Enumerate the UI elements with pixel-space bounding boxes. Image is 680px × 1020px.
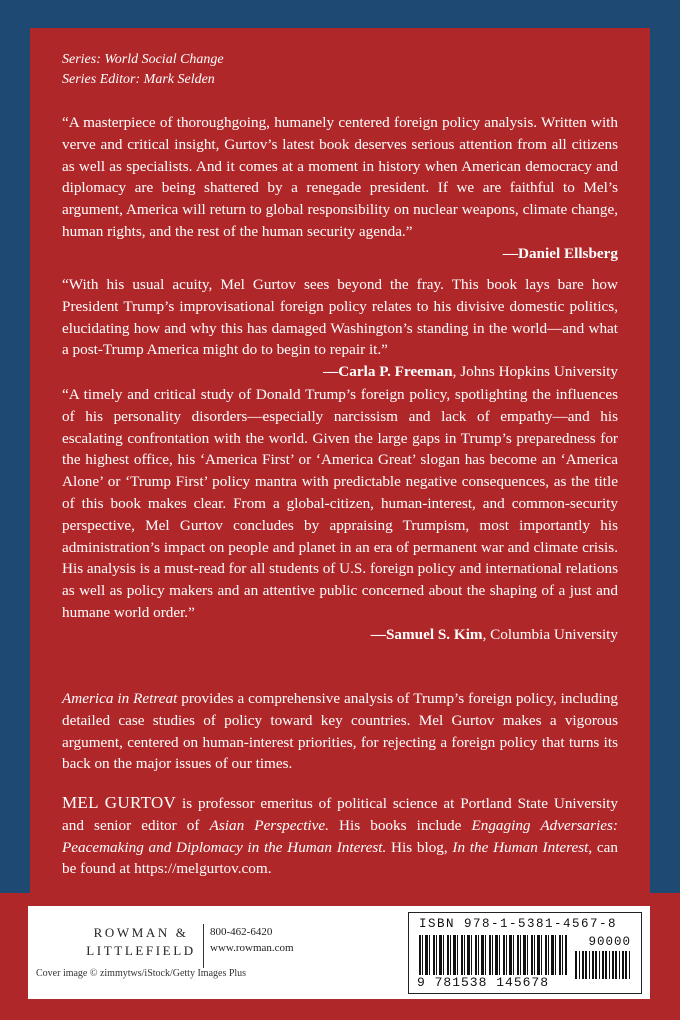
quote-author: —Daniel Ellsberg [502, 244, 618, 262]
author-name: MEL GURTOV [62, 793, 177, 812]
author-bio [62, 792, 618, 880]
quote-text: “A timely and critical study of Donald Trump’s foreign policy, spotlighting the influences of his personality disorders—especially narcissism and lack of empathy—and his escalating confrontation with the world. Given the large gaps in Trump’s preparedness for the highest office, his ‘America First’ or ‘America Great’ slogan has become an ‘America Alone’ or ‘Trump First’ policy mantra with predictable negative consequences, as the title of this book makes clear. From a global-citizen, human-interest, and common-security perspective, Mel Gurtov concludes by appraising Trumpism, most importantly his administration’s impact on people and planet in an era of permanent war and climate crisis. His analysis is a must-read for all students of U.S. foreign policy and international relations as well as policy makers and an attentive public concerned about the shaping of a just and humane world order.” [62, 386, 618, 621]
journal-title: Asian Perspective. [209, 816, 329, 834]
quote-text: “With his usual acuity, Mel Gurtov sees beyond the fray. This book lays bare how President Trump’s improvisational foreign policy relates to his divisive domestic politics, elucidating how and why this has damaged Washington’s standing in the world—and what a post-Trump America might do to begin to repair it.” [62, 276, 618, 359]
barcode-bars [419, 935, 567, 975]
publisher-contact [210, 924, 294, 956]
endorsement-quote [62, 112, 618, 265]
endorsement-quote [62, 274, 618, 383]
endorsement-quote [62, 384, 618, 646]
divider [203, 924, 204, 968]
book-reference: Engaging Adversaries: Peacemaking and Diplomacy in the Human Interest. [62, 816, 618, 856]
publisher-logo [66, 924, 216, 960]
quote-attribution [62, 361, 618, 383]
quote-affiliation: , Columbia University [482, 625, 618, 643]
publisher-name-line2: LITTLEFIELD [86, 943, 196, 958]
book-description [62, 688, 618, 775]
barcode-digits: 9 781538 145678 [417, 975, 550, 990]
cover-image-credit: Cover image © zimmytws/iStock/Getty Images Plus [36, 968, 247, 979]
series-info [62, 50, 618, 90]
bio-text: , can be found at https://melgurtov.com. [62, 838, 618, 878]
quote-author: —Samuel S. Kim [370, 625, 483, 643]
bio-text: His books include [328, 816, 472, 834]
blog-title: In the Human Interest [452, 838, 589, 856]
series-name: Series: World Social Change [62, 52, 224, 67]
publisher-box [28, 906, 650, 999]
bio-text: is professor emeritus of political science at Portland State University and senior editor of [62, 795, 618, 834]
bio-text: His blog, [386, 838, 453, 856]
price-code: 90000 [588, 935, 631, 949]
quote-attribution [62, 243, 618, 265]
publisher-name-line1: ROWMAN & [93, 925, 189, 940]
quote-attribution [62, 624, 618, 646]
publisher-phone: 800-462-6420 [210, 926, 273, 938]
isbn-text: ISBN 978-1-5381-4567-8 [419, 917, 618, 931]
series-editor: Series Editor: Mark Selden [62, 72, 215, 87]
quote-affiliation: , Johns Hopkins University [452, 363, 618, 381]
publisher-website: www.rowman.com [210, 942, 294, 954]
book-title: America in Retreat [62, 690, 178, 707]
barcode-addon-bars [575, 951, 631, 979]
quote-text: “A masterpiece of thoroughgoing, humanely centered foreign policy analysis. Written with verve and critical insight, Gurtov’s latest book deserves serious attention from all citizens as well as specialists. And it comes at a moment in history when American democracy and diplomacy are being shattered by a renegade president. If we are faithful to Mel’s argument, America will return to global responsibility on nuclear weapons, climate change, human rights, and the rest of the human security agenda.” [62, 114, 618, 240]
barcode [408, 912, 642, 994]
quote-author: —Carla P. Freeman [323, 363, 453, 381]
description-text: provides a comprehensive analysis of Trump’s foreign policy, including detailed case studies of policy toward key countries. Mel Gurtov makes a vigorous argument, centered on human-interest priorities, for rejecting a foreign policy that turns its back on the major issues of our times. [62, 690, 618, 773]
